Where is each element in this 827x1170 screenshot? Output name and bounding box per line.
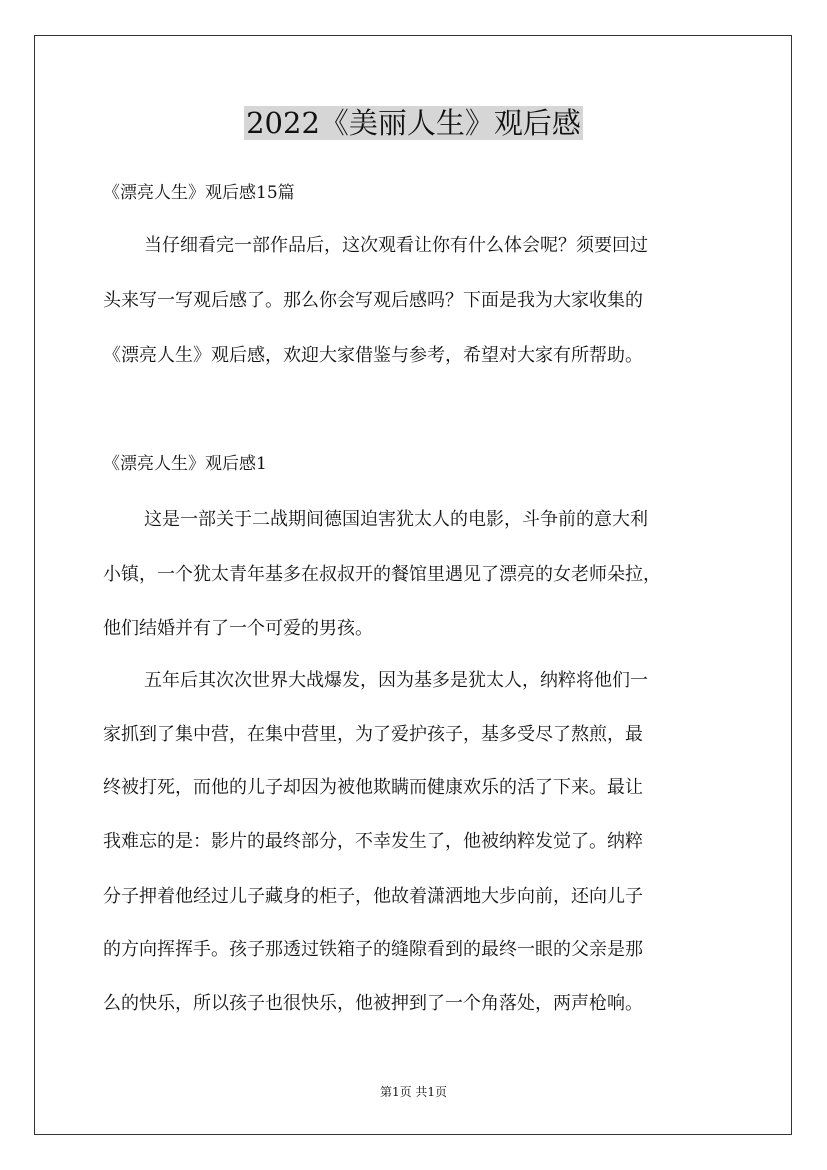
paragraph2-line-6: 的方向挥挥手。孩子那透过铁箱子的缝隙看到的最终一眼的父亲是那 (103, 939, 643, 960)
document-subtitle: 《漂亮人生》观后感15篇 (103, 183, 295, 203)
paragraph1-line-1: 这是一部关于二战期间德国迫害犹太人的电影，斗争前的意大利 (144, 509, 648, 530)
page-footer: 第1页 共1页 (379, 1085, 448, 1099)
paragraph2-line-7: 么的快乐，所以孩子也很快乐，他被押到了一个角落处，两声枪响。 (103, 993, 643, 1014)
intro-line-3: 《漂亮人生》观后感，欢迎大家借鉴与参考，希望对大家有所帮助。 (103, 345, 643, 366)
paragraph1-line-3: 他们结婚并有了一个可爱的男孩。 (103, 618, 373, 639)
paragraph1-line-2: 小镇，一个犹太青年基多在叔叔开的餐馆里遇见了漂亮的女老师朵拉， (103, 564, 661, 585)
section-heading: 《漂亮人生》观后感1 (103, 454, 267, 474)
paragraph2-line-2: 家抓到了集中营，在集中营里，为了爱护孩子，基多受尽了熬煎，最 (103, 724, 643, 745)
document-title-text: 2022《美丽人生》观后感 (246, 106, 581, 140)
paragraph2-line-3: 终被打死，而他的儿子却因为被他欺瞒而健康欢乐的活了下来。最让 (103, 777, 643, 798)
paragraph2-line-1: 五年后其次次世界大战爆发，因为基多是犹太人，纳粹将他们一 (144, 670, 648, 691)
intro-line-2: 头来写一写观后感了。那么你会写观后感吗？下面是我为大家收集的 (103, 290, 643, 311)
paragraph2-line-5: 分子押着他经过儿子藏身的柜子，他故着潇洒地大步向前，还向儿子 (103, 886, 643, 907)
document-title (0, 103, 827, 143)
paragraph2-line-4: 我难忘的是：影片的最终部分，不幸发生了，他被纳粹发觉了。纳粹 (103, 831, 643, 852)
intro-line-1: 当仔细看完一部作品后，这次观看让你有什么体会呢？须要回过 (144, 235, 648, 256)
